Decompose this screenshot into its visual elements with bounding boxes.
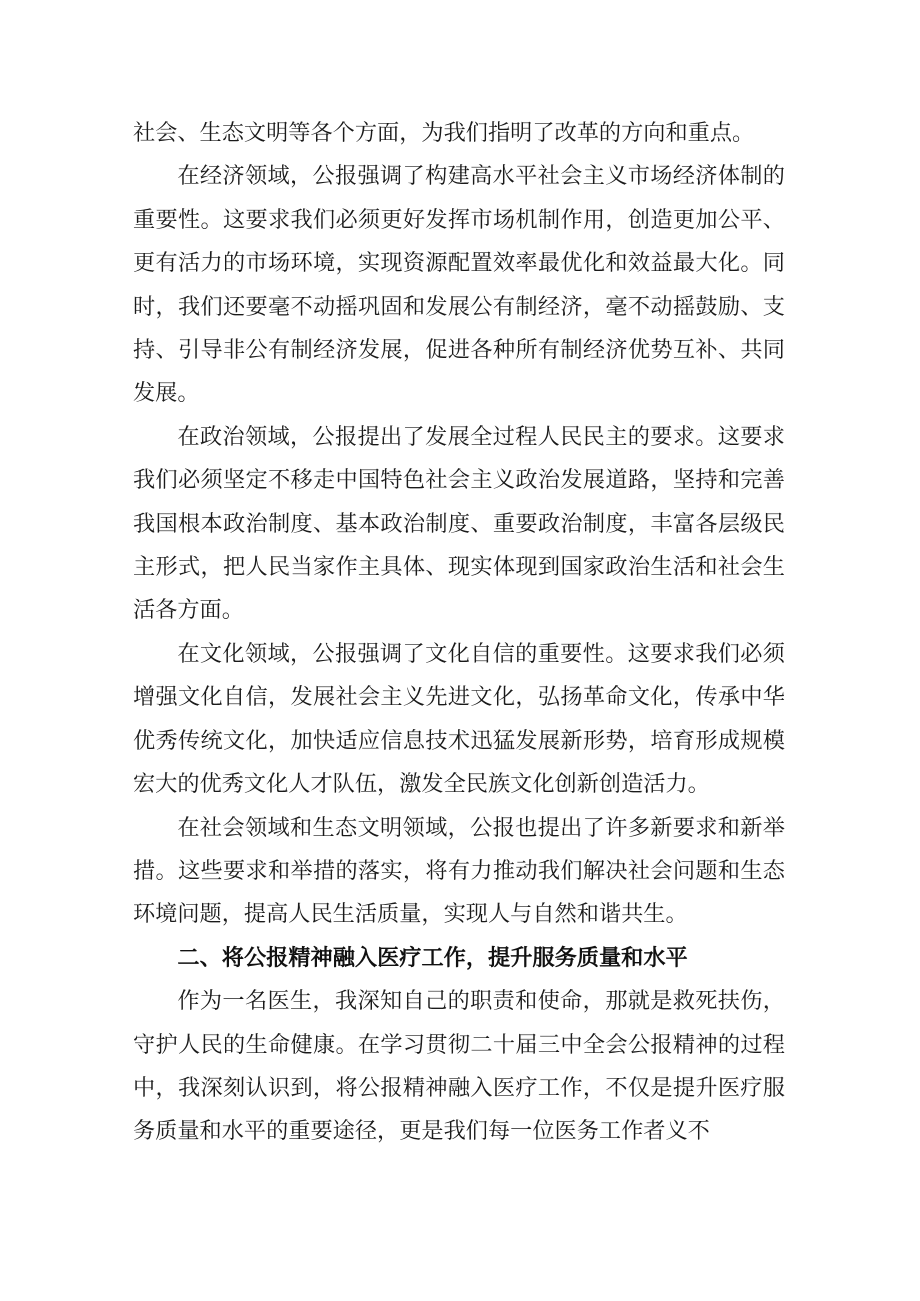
paragraph-society-ecology: 在社会领域和生态文明领域，公报也提出了许多新要求和新举措。这些要求和举措的落实，将有力推动我们解决社会问题和生态环境问题，提高人民生活质量，实现人与自然和谐共生。 — [133, 814, 785, 928]
section-heading: 二、将公报精神融入医疗工作，提升服务质量和水平 — [177, 944, 688, 971]
paragraph-politics: 在政治领域，公报提出了发展全过程人民民主的要求。这要求我们必须坚定不移走中国特色社会主义政治发展道路，坚持和完善我国根本政治制度、基本政治制度、重要政治制度，丰富各层级民主形式，把人民当家作主具体、现实体现到国家政治生活和社会生活各方面。 — [133, 423, 785, 624]
paragraph-culture: 在文化领域，公报强调了文化自信的重要性。这要求我们必须增强文化自信，发展社会主义先进文化，弘扬革命文化，传承中华优秀传统文化，加快适应信息技术迅猛发展新形势，培育形成规模宏大的优秀文化人才队伍，激发全民族文化创新创造活力。 — [133, 640, 785, 798]
paragraph-doctor: 作为一名医生，我深知自己的职责和使命，那就是救死扶伤，守护人民的生命健康。在学习贯彻二十届三中全会公报精神的过程中，我深刻认识到，将公报精神融入医疗工作，不仅是提升医疗服务质量和水平的重要途径，更是我们每一位医务工作者义不 — [133, 988, 785, 1145]
paragraph-economy: 在经济领域，公报强调了构建高水平社会主义市场经济体制的重要性。这要求我们必须更好发挥市场机制作用，创造更加公平、更有活力的市场环境，实现资源配置效率最优化和效益最大化。同时，我们还要毫不动摇巩固和发展公有制经济，毫不动摇鼓励、支持、引导非公有制经济发展，促进各种所有制经济优势互补、共同发展。 — [133, 163, 785, 407]
document-body — [133, 112, 785, 1154]
paragraph-continuation: 社会、生态文明等各个方面，为我们指明了改革的方向和重点。 — [133, 120, 755, 146]
